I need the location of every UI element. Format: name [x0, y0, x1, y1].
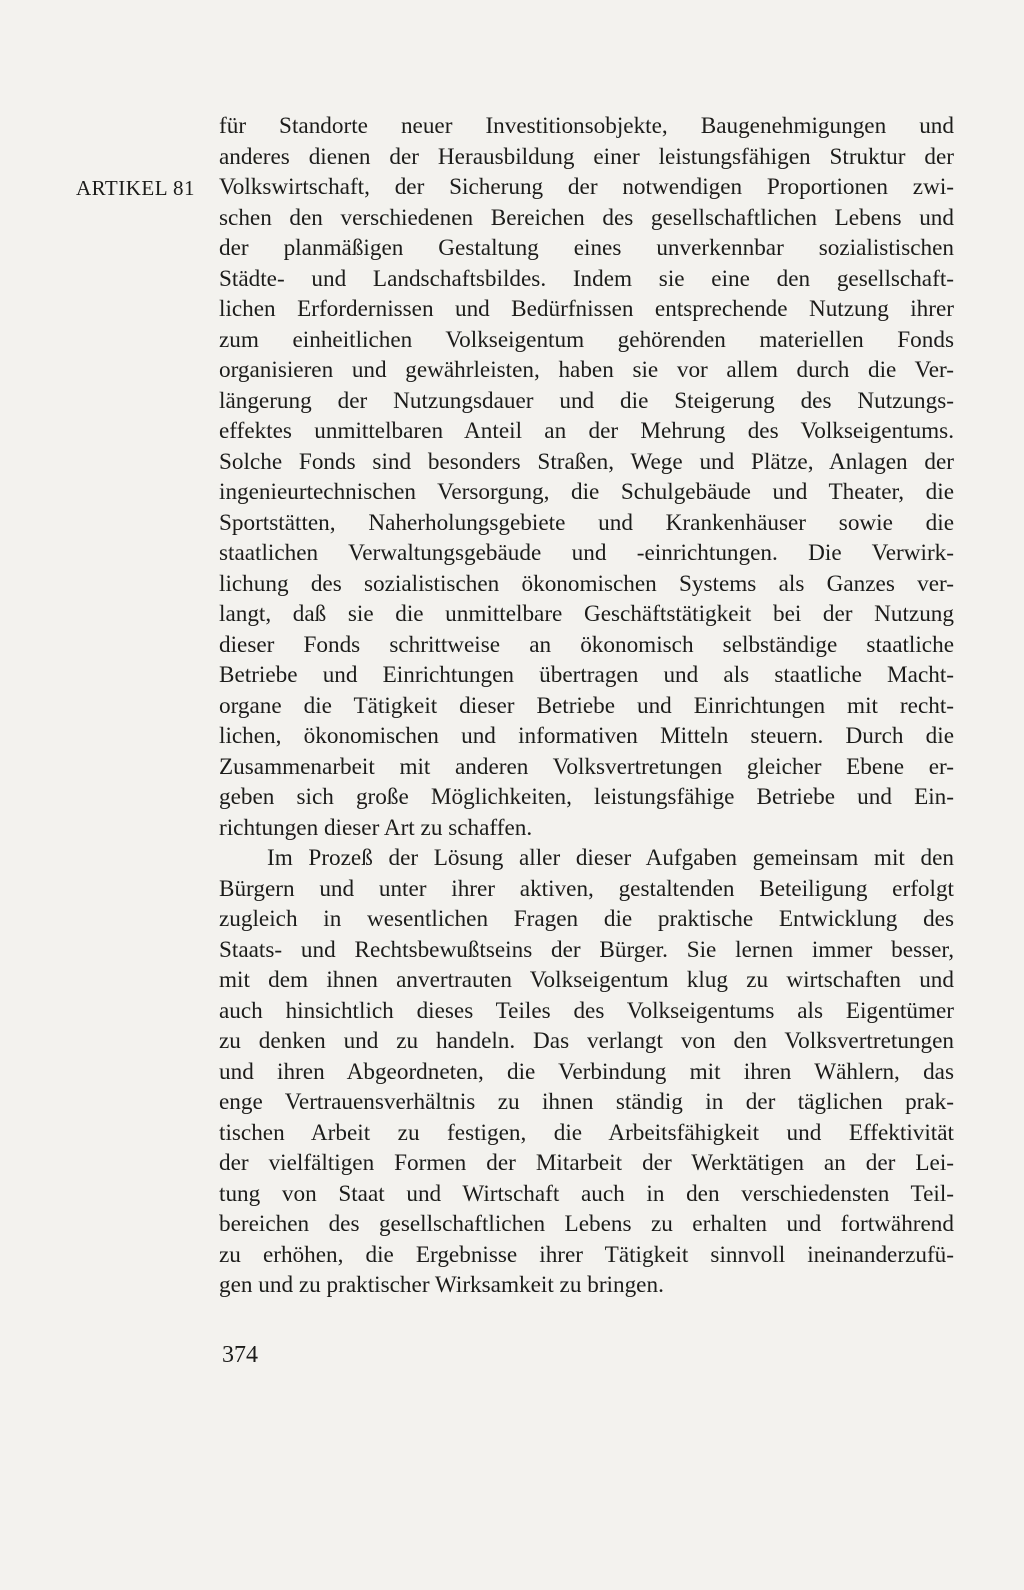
text-line: zu erhöhen, die Ergebnisse ihrer Tätigkeit sinnvoll ineinanderzufü-	[219, 1241, 954, 1268]
text-line: anderes dienen der Herausbildung einer leistungsfähigen Struktur der	[219, 143, 954, 170]
text-line: enge Vertrauensverhältnis zu ihnen ständig in der täglichen prak-	[219, 1089, 954, 1115]
text-line: organe die Tätigkeit dieser Betriebe und Einrichtungen mit recht-	[219, 692, 954, 719]
text-line: der vielfältigen Formen der Mitarbeit der Werktätigen an der Lei-	[219, 1150, 954, 1176]
text-line: langt, daß sie die unmittelbare Geschäftstätigkeit bei der Nutzung	[219, 601, 954, 627]
text-line: zu denken und zu handeln. Das verlangt von den Volksvertretungen	[219, 1028, 954, 1054]
text-line: Solche Fonds sind besonders Straßen, Wege und Plätze, Anlagen der	[219, 448, 954, 475]
text-line: dieser Fonds schrittweise an ökonomisch selbständige staatliche	[219, 631, 954, 658]
text-line: längerung der Nutzungsdauer und die Steigerung des Nutzungs-	[219, 387, 954, 414]
text-line: lichen, ökonomischen und informativen Mitteln steuern. Durch die	[219, 723, 954, 749]
text-line: mit dem ihnen anvertrauten Volkseigentum klug zu wirtschaften und	[219, 967, 954, 993]
paragraph-2	[219, 843, 954, 1301]
text-line: schen den verschiedenen Bereichen des gesellschaftlichen Lebens und	[219, 204, 954, 231]
text-line: Zusammenarbeit mit anderen Volksvertretungen gleicher Ebene er-	[219, 753, 954, 780]
text-line: tung von Staat und Wirtschaft auch in den verschiedensten Teil-	[219, 1180, 954, 1207]
text-line: effektes unmittelbaren Anteil an der Mehrung des Volkseigentums.	[219, 418, 954, 444]
text-line: zugleich in wesentlichen Fragen die praktische Entwicklung des	[219, 906, 954, 932]
text-line: Sportstätten, Naherholungsgebiete und Krankenhäuser sowie die	[219, 509, 954, 536]
text-line: organisieren und gewährleisten, haben sie vor allem durch die Ver-	[219, 357, 954, 383]
text-line: Im Prozeß der Lösung aller dieser Aufgaben gemeinsam mit den	[267, 845, 954, 871]
text-line: staatlichen Verwaltungsgebäude und -einrichtungen. Die Verwirk-	[219, 540, 954, 566]
text-line: lichen Erfordernissen und Bedürfnissen entsprechende Nutzung ihrer	[219, 296, 954, 322]
text-line: ingenieurtechnischen Versorgung, die Schulgebäude und Theater, die	[219, 479, 954, 505]
text-line: zum einheitlichen Volkseigentum gehörenden materiellen Fonds	[219, 326, 954, 353]
article-margin-label: ARTIKEL 81	[76, 176, 196, 200]
text-line: Staats- und Rechtsbewußtseins der Bürger. Sie lernen immer besser,	[219, 936, 954, 963]
text-line: richtungen dieser Art zu schaffen.	[219, 814, 533, 841]
text-line: tischen Arbeit zu festigen, die Arbeitsfähigkeit und Effektivität	[219, 1119, 954, 1146]
text-line: für Standorte neuer Investitionsobjekte, Baugenehmigungen und	[219, 113, 954, 139]
text-line: Volkswirtschaft, der Sicherung der notwendigen Proportionen zwi-	[219, 174, 954, 200]
page-number: 374	[222, 1342, 258, 1368]
paragraph-1	[219, 111, 954, 843]
text-line: auch hinsichtlich dieses Teiles des Volkseigentums als Eigentümer	[219, 997, 954, 1024]
text-line: und ihren Abgeordneten, die Verbindung mit ihren Wählern, das	[219, 1058, 954, 1085]
text-line: gen und zu praktischer Wirksamkeit zu bringen.	[219, 1272, 664, 1298]
text-line: geben sich große Möglichkeiten, leistungsfähige Betriebe und Ein-	[219, 784, 954, 810]
text-line: lichung des sozialistischen ökonomischen Systems als Ganzes ver-	[219, 570, 954, 597]
text-line: bereichen des gesellschaftlichen Lebens zu erhalten und fortwährend	[219, 1211, 954, 1237]
text-line: der planmäßigen Gestaltung eines unverkennbar sozialistischen	[219, 235, 954, 261]
text-line: Betriebe und Einrichtungen übertragen und als staatliche Macht-	[219, 662, 954, 688]
text-line: Bürgern und unter ihrer aktiven, gestaltenden Beteiligung erfolgt	[219, 875, 954, 902]
text-line: Städte- und Landschaftsbildes. Indem sie eine den gesellschaft-	[219, 265, 954, 292]
body-text	[219, 111, 954, 1301]
